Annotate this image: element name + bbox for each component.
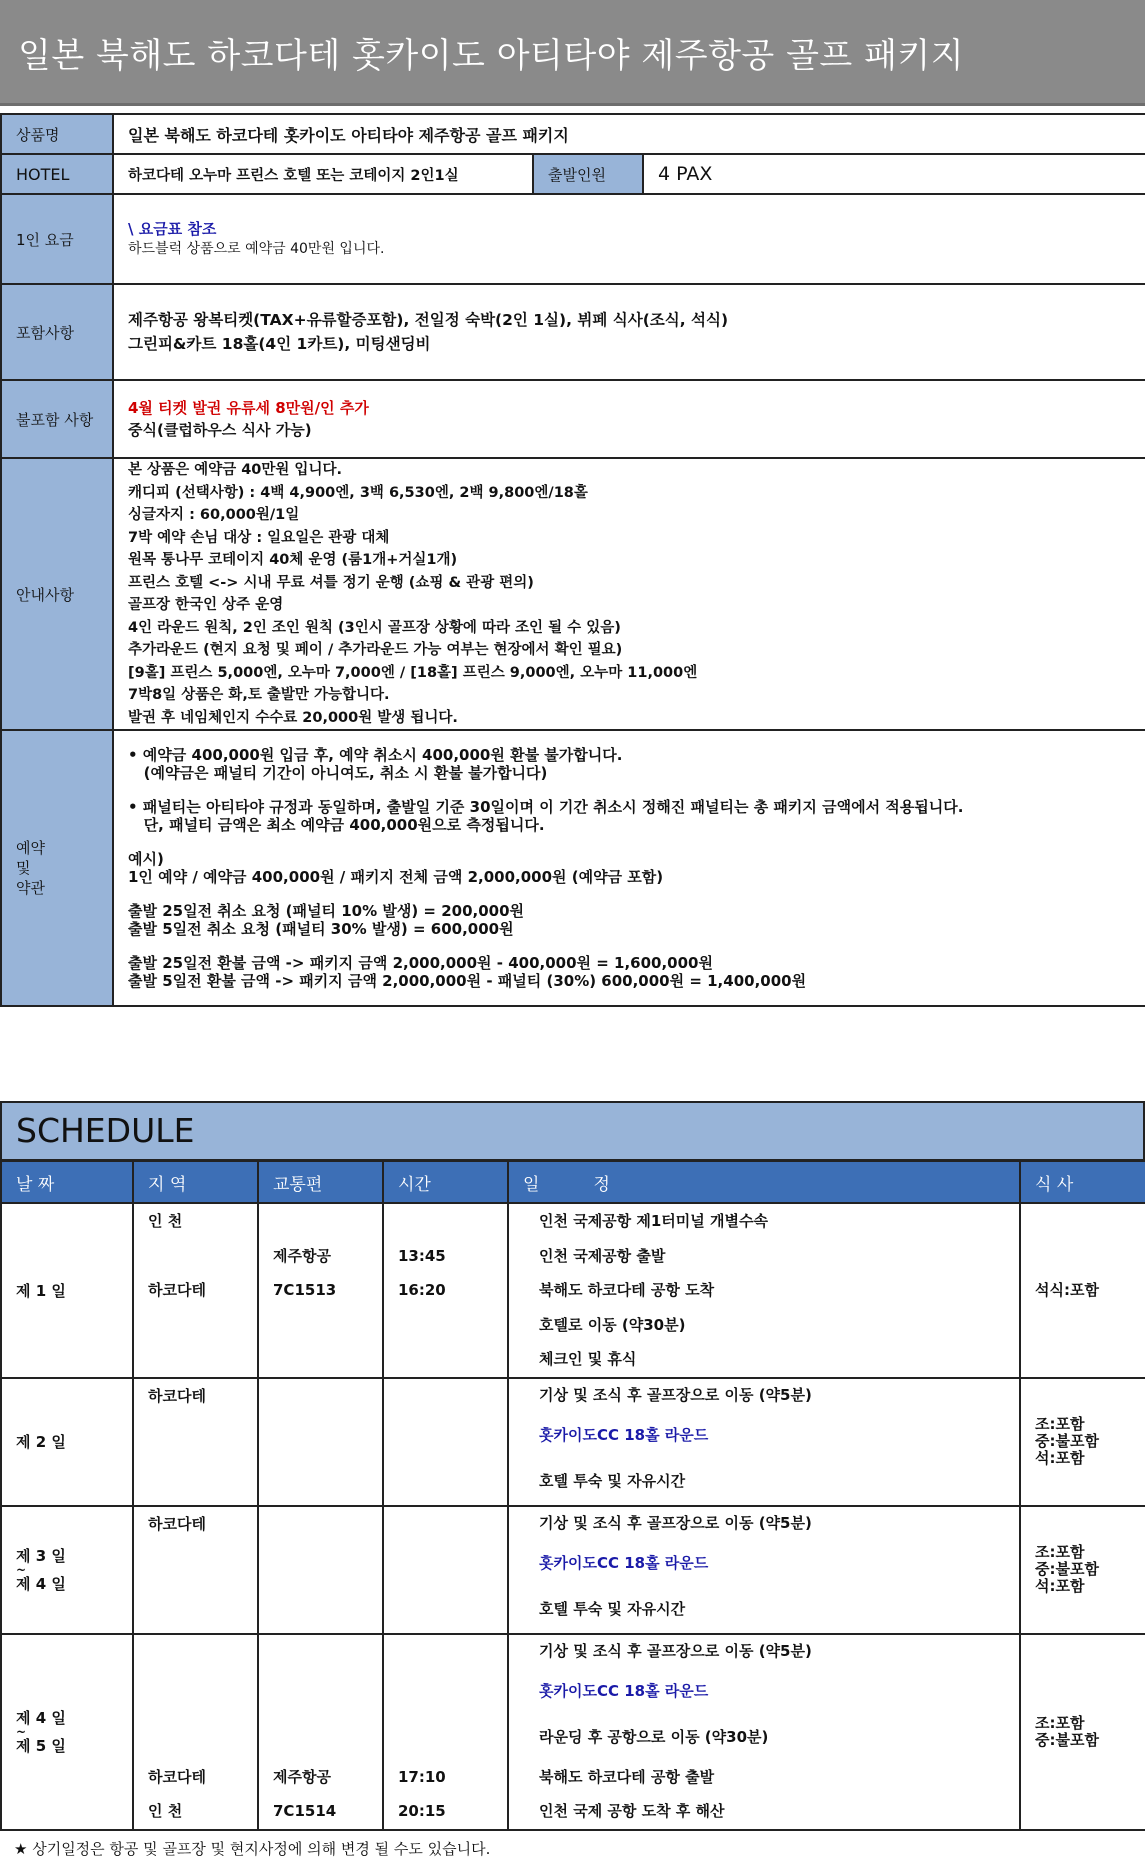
guide-line: 프린스 호텔 <-> 시내 무료 셔틀 정기 운행 (쇼핑 & 관광 편의)	[128, 574, 534, 591]
guide-line: 싱글자지 : 60,000원/1일	[128, 507, 300, 523]
terms-line: 출발 25일전 취소 요청 (패널티 10% 발생) = 200,000원	[128, 902, 525, 920]
day-2: 제 2 일	[1, 1378, 133, 1506]
day-3-meal: 조:포함 중:불포함 석:포함	[1020, 1506, 1145, 1634]
day-4-5: 제 4 일 ~ 제 5 일	[1, 1634, 133, 1830]
guide-line: 발권 후 네임체인지 수수료 20,000원 발생 됩니다.	[128, 709, 458, 726]
terms-line: • 예약금 400,000원 입금 후, 예약 취소시 400,000원 환불 불가합니다.	[128, 746, 623, 764]
terms-label-1: 예약	[16, 839, 45, 857]
guide-line: 추가라운드 (현지 요청 및 페이 / 추가라운드 가능 여부는 현장에서 확인 필요)	[128, 642, 623, 658]
day-4-region: 하코다테 인 천	[133, 1634, 258, 1830]
guide-line: 캐디피 (선택사항) : 4백 4,900엔, 3백 6,530엔, 2백 9,800엔/18홀	[128, 484, 588, 501]
include-line-2: 그린피&카트 18홀(4인 1카트), 미팅샌딩비	[128, 335, 431, 353]
guide-line: 7박 예약 손님 대상 : 일요일은 관광 대체	[128, 529, 390, 546]
terms-line: • 패널티는 아티타야 규정과 동일하며, 출발일 기준 30일이며 이 기간 취소시 정해진 패널티는 총 패키지 금액에서 적용됩니다.	[128, 798, 964, 816]
round-highlight: 홋카이도CC 18홀 라운드	[539, 1553, 709, 1572]
day-4-transport: 제주항공 7C1514	[258, 1634, 383, 1830]
guide-label: 안내사항	[1, 458, 113, 730]
exclude-cell	[113, 380, 1145, 458]
include-label: 포함사항	[1, 284, 113, 380]
col-transport: 교통편	[258, 1161, 383, 1204]
schedule-table	[0, 1159, 1145, 1831]
terms-line: 출발 5일전 환불 금액 -> 패키지 금액 2,000,000원 - 패널티 (30%) 600,000원 = 1,400,000원	[128, 972, 807, 990]
day-3-plan: 기상 및 조식 후 골프장으로 이동 (약5분) 홋카이도CC 18홀 라운드 호텔 투숙 및 자유시간	[508, 1506, 1020, 1634]
day-2-transport	[258, 1378, 383, 1506]
day-3-region: 하코다테	[133, 1506, 258, 1634]
day-1-transport: 제주항공 7C1513	[258, 1203, 383, 1378]
schedule-header	[0, 1101, 1145, 1159]
terms-line: (예약금은 패널티 기간이 아니여도, 취소 시 환불 불가합니다)	[128, 764, 548, 782]
pax-value: 4 PAX	[643, 154, 1145, 194]
terms-line: 출발 5일전 취소 요청 (패널티 30% 발생) = 600,000원	[128, 920, 514, 938]
day-1-meal: 석식:포함	[1020, 1203, 1145, 1378]
product-value: 일본 북해도 하코다테 홋카이도 아티타야 제주항공 골프 패키지	[113, 114, 1145, 154]
col-meal: 식 사	[1020, 1161, 1145, 1204]
guide-line: 4인 라운드 원칙, 2인 조인 원칙 (3인시 골프장 상황에 따라 조인 될 수 있음)	[128, 619, 621, 636]
price-cell	[113, 194, 1145, 284]
guide-line: 골프장 한국인 상주 운영	[128, 597, 284, 613]
hotel-label: HOTEL	[1, 154, 113, 194]
day-2-region: 하코다테	[133, 1378, 258, 1506]
terms-line: 출발 25일전 환불 금액 -> 패키지 금액 2,000,000원 - 400,000원 = 1,600,000원	[128, 954, 713, 972]
terms-label-3: 약관	[16, 879, 45, 897]
include-line-1: 제주항공 왕복티켓(TAX+유류할증포함), 전일정 숙박(2인 1실), 뷔페 식사(조식, 석식)	[128, 311, 729, 329]
col-time: 시간	[383, 1161, 508, 1204]
footnote: ★ 상기일정은 항공 및 골프장 및 현지사정에 의해 변경 될 수도 있습니다.	[14, 1840, 491, 1858]
terms-label	[1, 730, 113, 1006]
day-2-meal: 조:포함 중:불포함 석:포함	[1020, 1378, 1145, 1506]
day-1-plan: 인천 국제공항 제1터미널 개별수속 인천 국제공항 출발 북해도 하코다테 공항 도착 호텔로 이동 (약30분) 체크인 및 휴식	[508, 1203, 1020, 1378]
page-title: 일본 북해도 하코다테 홋카이도 아티타야 제주항공 골프 패키지	[18, 36, 965, 76]
exclude-label: 불포함 사항	[1, 380, 113, 458]
round-highlight: 홋카이도CC 18홀 라운드	[539, 1425, 709, 1444]
price-line-1: \ 요금표 참조	[128, 220, 217, 238]
day-2-time	[383, 1378, 508, 1506]
guide-line: 본 상품은 예약금 40만원 입니다.	[128, 462, 342, 478]
day-4-plan: 기상 및 조식 후 골프장으로 이동 (약5분) 홋카이도CC 18홀 라운드 라운딩 후 공항으로 이동 (약30분) 북해도 하코다테 공항 출발 인천 국제 공항 도착 후 해산	[508, 1634, 1020, 1830]
price-line-2: 하드블럭 상품으로 예약금 40만원 입니다.	[128, 241, 385, 257]
day-1-region: 인 천 하코다테	[133, 1203, 258, 1378]
col-region: 지 역	[133, 1161, 258, 1204]
day-1-time: 13:45 16:20	[383, 1203, 508, 1378]
day-3-4: 제 3 일 ~ 제 4 일	[1, 1506, 133, 1634]
terms-line: 단, 패널티 금액은 최소 예약금 400,000원으로 측정됩니다.	[128, 816, 545, 834]
day-3-transport	[258, 1506, 383, 1634]
product-label: 상품명	[1, 114, 113, 154]
pax-label: 출발인원	[533, 154, 643, 194]
exclude-line-1: 4월 티켓 발권 유류세 8만원/인 추가	[128, 399, 369, 417]
day-3-time	[383, 1506, 508, 1634]
terms-cell	[113, 730, 1145, 1006]
round-highlight: 홋카이도CC 18홀 라운드	[539, 1681, 709, 1700]
col-plan: 일 정	[508, 1161, 1020, 1204]
title-bar	[0, 0, 1145, 106]
terms-line: 예시)	[128, 850, 164, 868]
guide-cell	[113, 458, 1145, 730]
terms-line: 1인 예약 / 예약금 400,000원 / 패키지 전체 금액 2,000,000원 (예약금 포함)	[128, 868, 664, 886]
package-info-table	[0, 113, 1145, 1007]
day-4-meal: 조:포함 중:불포함	[1020, 1634, 1145, 1830]
day-2-plan: 기상 및 조식 후 골프장으로 이동 (약5분) 홋카이도CC 18홀 라운드 호텔 투숙 및 자유시간	[508, 1378, 1020, 1506]
exclude-line-2: 중식(클럽하우스 식사 가능)	[128, 421, 312, 439]
price-label: 1인 요금	[1, 194, 113, 284]
col-date: 날 짜	[1, 1161, 133, 1204]
guide-line: [9홀] 프린스 5,000엔, 오누마 7,000엔 / [18홀] 프린스 9,000엔, 오누마 11,000엔	[128, 664, 698, 681]
day-4-time: 17:10 20:15	[383, 1634, 508, 1830]
day-1: 제 1 일	[1, 1203, 133, 1378]
include-cell	[113, 284, 1145, 380]
schedule-title: SCHEDULE	[16, 1111, 195, 1150]
hotel-value: 하코다테 오누마 프린스 호텔 또는 코테이지 2인1실	[113, 154, 533, 194]
guide-line: 7박8일 상품은 화,토 출발만 가능합니다.	[128, 687, 390, 703]
terms-label-2: 및	[16, 859, 31, 877]
guide-line: 원목 통나무 코테이지 40체 운영 (룸1개+거실1개)	[128, 552, 458, 568]
